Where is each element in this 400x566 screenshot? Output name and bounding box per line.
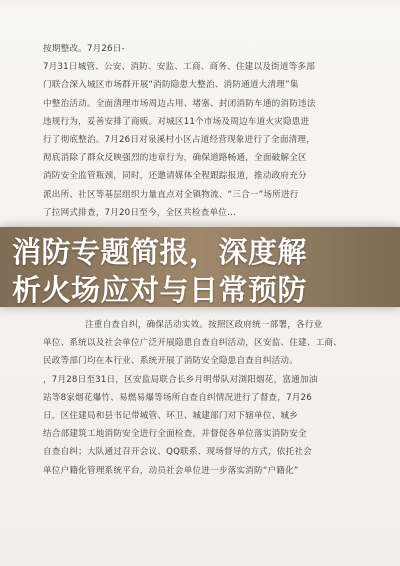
page-top-edge (0, 0, 400, 10)
text-line: 了拉网式排查，7月20日至今，全区共检查单位... (43, 207, 236, 218)
text-line: 门联合深入城区市场群开展“消防隐患大整治、消防通道大清理”集 (43, 80, 299, 91)
title-banner (0, 227, 400, 307)
text-line: 违规行为，妥善安排了商贩。对城区11个市场及周边车道火灾隐患进 (43, 116, 310, 127)
text-line: 单位户籍化管理系统平台，动员社会单位进一步落实消防“户籍化” (43, 465, 299, 476)
text-line: 派出所、社区等基层组织力量直点对全镇物流、“三合一”场所进行 (43, 189, 299, 200)
banner-title (12, 233, 392, 309)
text-line: 注重自查自纠，确保活动实效。按照区政府统一部署，各行业 (85, 320, 323, 330)
document-text-upper (43, 40, 369, 222)
document-text-lower (43, 316, 369, 480)
text-line: 消防安全监管瓶颈，同时，还邀请媒体全程跟踪报道，推动政府充分 (43, 171, 307, 182)
text-line: 站等8家烟花爆竹、易燃易爆等场所自查自纠情况进行了督查，7月26 (43, 392, 312, 403)
text-line: 彻底消除了群众反映强烈的违章行为，确保道路畅通，全面破解全区 (43, 153, 307, 164)
text-line: 单位、系统以及社会单位广泛开展隐患自查自纠活动，区安监、住建、工商、 (43, 338, 342, 349)
text-line: 结合部建筑工地消防安全进行全面检查，并督促各单位落实消防安全 (43, 429, 307, 440)
text-line: 按期整改。7月26日- (43, 44, 125, 54)
text-line: 中整治活动。全面清理市场周边占用、堵塞、封闭消防车通的消防违法 (43, 98, 316, 109)
text-line: 行了彻底整治。7月26日对泉溪村小区占道经营现象进行了全面清理， (43, 135, 316, 146)
text-line: 日，区住建局和县书记带城管、环卫、城建部门对下辖单位、城乡 (43, 411, 299, 422)
banner-title-line-1: 消防专题简报，深度解 (12, 235, 308, 269)
text-line: 7月31日城管、公安、消防、安监、工商、商务、住建以及街道等多部 (43, 62, 316, 73)
text-line: 民政等部门均在本行业、系统开展了消防安全隐患自查自纠活动。 (43, 356, 299, 367)
banner-title-line-2: 析火场应对与日常预防 (12, 273, 308, 307)
text-line: 自查自纠；大队通过召开会议、QQ联系、现场督导的方式，依托社会 (43, 447, 312, 458)
text-line: ，7月28日至31日，区安监局联合长乡月明带队对浏阳烟花，富通加油 (43, 374, 318, 385)
